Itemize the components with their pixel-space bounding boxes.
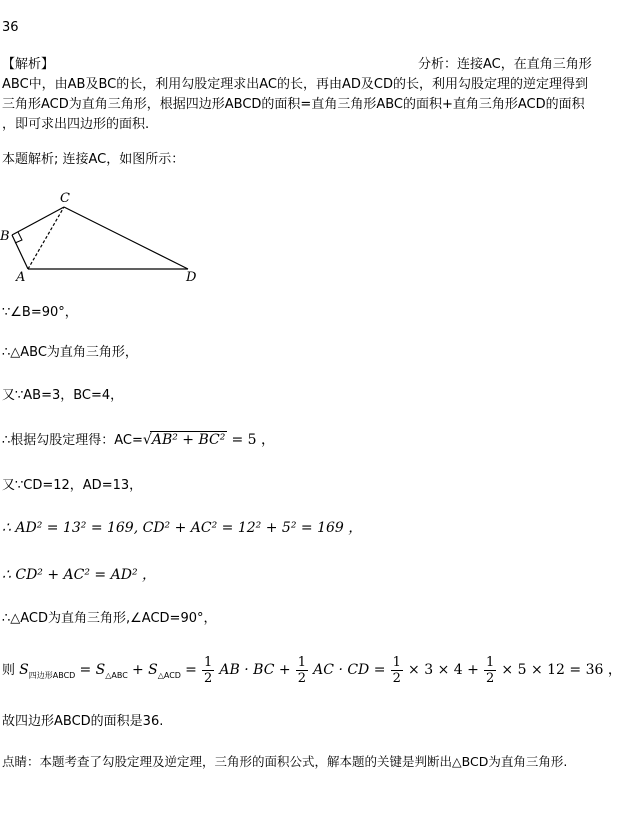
page-number: 36: [2, 20, 19, 35]
analysis-line-4: ，即可求出四边形的面积.: [2, 117, 150, 132]
step-5: 又∵CD=12，AD=13，: [2, 478, 143, 493]
area-term-4: × 5 × 12 = 36 ，: [501, 662, 622, 678]
label-A: A: [16, 270, 26, 285]
step-4-radicand: AB² + BC²: [151, 432, 226, 448]
analysis-line-3: 三角形ACD为直角三角形，根据四边形ABCD的面积=直角三角形ABC的面积+直角三角形ACD的面积: [2, 97, 585, 112]
label-B: B: [0, 229, 10, 244]
area-eq-2: =: [185, 662, 197, 678]
label-D: D: [186, 270, 197, 285]
step-8: ∴△ACD为直角三角形,∠ACD=90°，: [2, 611, 217, 626]
area-subscript-acd: △ACD: [157, 671, 181, 680]
area-eq-1: = S: [79, 662, 106, 678]
quadrilateral-figure: [0, 185, 210, 285]
step-1: ∵∠B=90°，: [2, 305, 78, 320]
area-plus: + S: [131, 662, 158, 678]
edge-CD: [64, 207, 188, 269]
fraction-half-3: $\frac{1}{2}$: [392, 655, 401, 686]
step-9-prefix: 则: [2, 663, 16, 678]
fraction-half-1: $\frac{1}{2}$: [203, 655, 213, 686]
step-7: ∴ CD² + AC² = AD² ，: [2, 567, 156, 583]
fraction-half-4: $\frac{1}{2}$: [485, 655, 495, 686]
area-term-2: AC · CD =: [313, 662, 386, 678]
step-3: 又∵AB=3，BC=4，: [2, 388, 124, 403]
step-9-area-formula: [2, 652, 622, 694]
conclusion: 故四边形ABCD的面积是36.: [2, 714, 164, 729]
area-term-1: AB · BC +: [219, 662, 291, 678]
solution-intro: 本题解析; 连接AC，如图所示：: [2, 152, 185, 167]
step-2: ∴△ABC为直角三角形，: [2, 345, 138, 360]
area-subscript-abcd: 四边形ABCD: [28, 671, 76, 680]
step-4-result: = 5 ，: [231, 432, 276, 448]
area-symbol: S: [19, 662, 29, 678]
analysis-line-1: 分析：连接AC，在直角三角形: [418, 57, 592, 72]
fraction-half-2: $\frac{1}{2}$: [297, 655, 307, 686]
step-4: ∴根据勾股定理得：AC=√AB² + BC² = 5 ，: [2, 432, 276, 448]
analysis-tag: 【解析】: [2, 57, 55, 72]
analysis-line-2: ABC中，由AB及BC的长，利用勾股定理求出AC的长，再由AD及CD的长，利用勾股定理的逆定理得到: [2, 77, 588, 92]
label-C: C: [60, 191, 70, 206]
step-4-prefix: ∴根据勾股定理得：AC=: [2, 433, 143, 448]
step-6: ∴ AD² = 13² = 169, CD² + AC² = 12² + 5² = 169 ，: [2, 520, 363, 536]
area-subscript-abc: △ABC: [105, 671, 128, 680]
key-point: 点睛：本题考查了勾股定理及逆定理，三角形的面积公式，解本题的关键是判断出△BCD为直角三角形.: [2, 754, 568, 769]
area-term-3: × 3 × 4 +: [408, 662, 479, 678]
right-angle-mark: [15, 232, 22, 243]
edge-AB: [12, 235, 28, 269]
